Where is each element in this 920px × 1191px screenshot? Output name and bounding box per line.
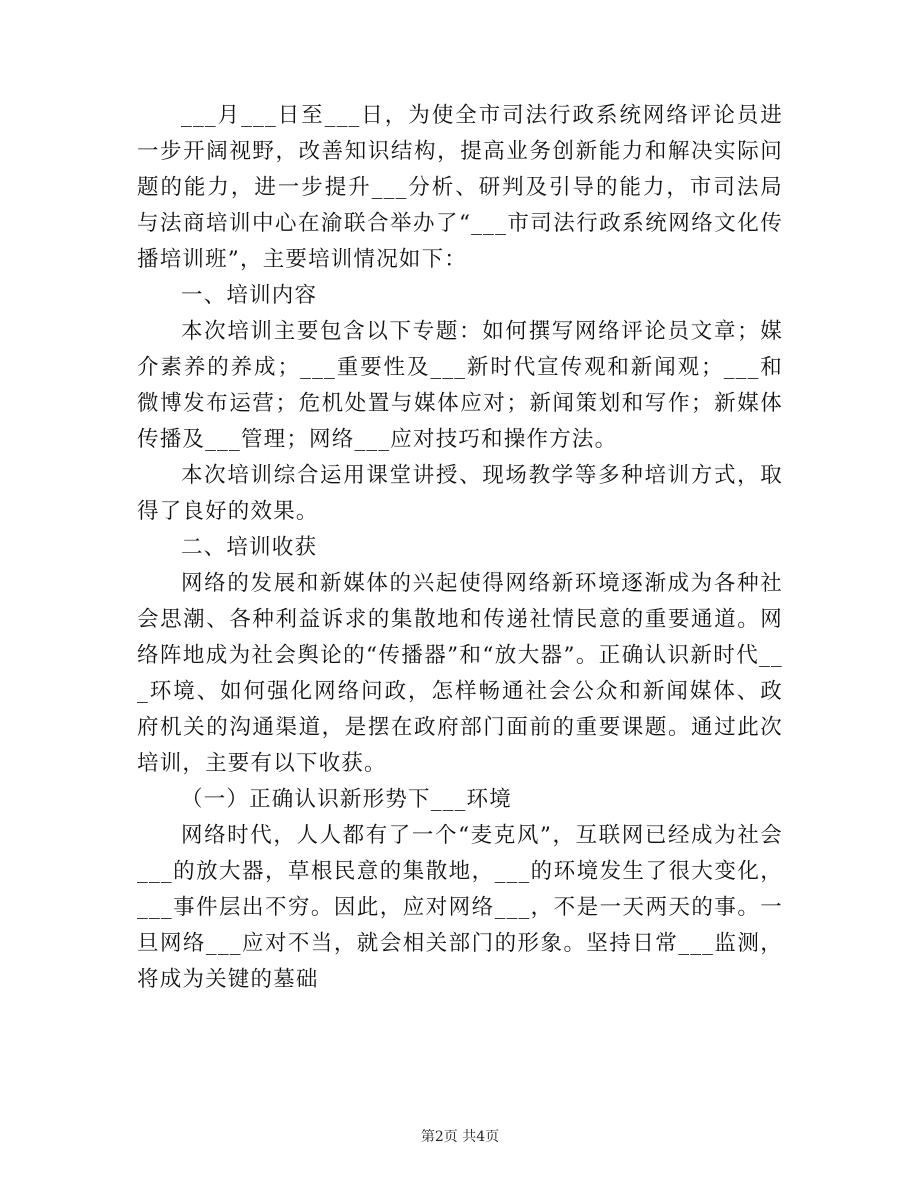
network-era-paragraph: 网络时代，人人都有了一个“麦克风”，互联网已经成为社会___的放大器，草根民意的集散地，___的环境发生了很大变化，___事件层出不穷。因此，应对网络___，不是一天两天的事。一旦网络___应对不当，就会相关部门的形象。坚持日常___监测，将成为关键的墓础	[137, 823, 783, 992]
training-topics-paragraph: 本次培训主要包含以下专题：如何撰写网络评论员文章；媒介素养的养成；___重要性及___新时代宣传观和新闻观；___和微博发布运营；危机处置与媒体应对；新闻策划和写作；新媒体传播及___管理；网络___应对技巧和操作方法。	[137, 319, 783, 452]
document-body	[137, 98, 783, 998]
page-number-footer: 第2页 共4页	[420, 1129, 500, 1145]
network-development-paragraph: 网络的发展和新媒体的兴起使得网络新环境逐渐成为各种社会思潮、各种利益诉求的集散地和传递社情民意的重要通道。网络阵地成为社会舆论的“传播器”和“放大器”。正确认识新时代___环境、如何强化网络问政，怎样畅通社会公众和新闻媒体、政府机关的沟通渠道，是摆在政府部门面前的重要课题。通过此次培训，主要有以下收获。	[137, 571, 783, 776]
section-heading-training-content: 一、培训内容	[181, 283, 318, 308]
intro-paragraph: ___月___日至___日，为使全市司法行政系统网络评论员进一步开阔视野，改善知识结构，提高业务创新能力和解决实际问题的能力，进一步提升___分析、研判及引导的能力，市司法局与法商培训中心在渝联合举办了“___市司法行政系统网络文化传播培训班”，主要培训情况如下：	[137, 103, 783, 272]
training-method-paragraph: 本次培训综合运用课堂讲授、现场教学等多种培训方式，取得了良好的效果。	[137, 463, 783, 524]
subsection-heading-1: （一）正确认识新形势下___环境	[181, 787, 512, 812]
section-heading-training-gains: 二、培训收获	[181, 535, 318, 560]
